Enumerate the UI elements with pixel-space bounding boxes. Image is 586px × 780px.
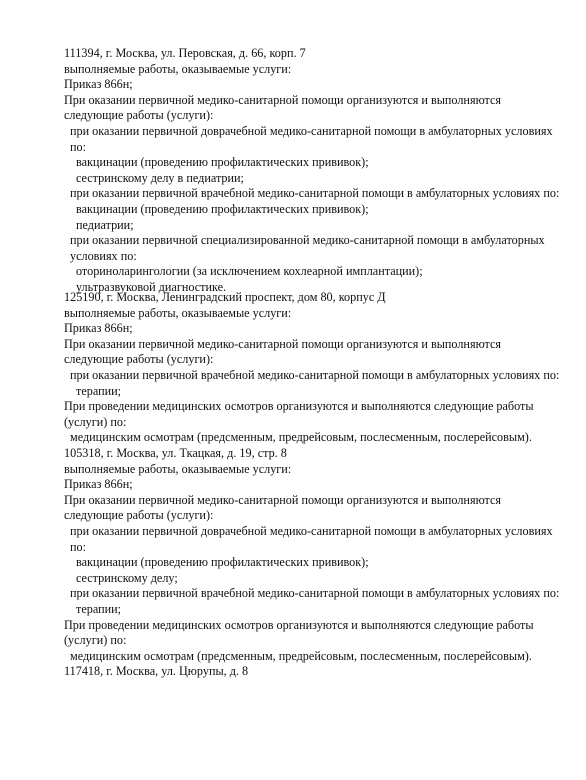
address-section-perovskaya (64, 46, 564, 296)
address-section-leningradsky (64, 290, 564, 446)
primary-care-intro: При оказании первичной медико-санитарной помощи организуются и выполняются следующие работы (услуги): (64, 336, 501, 367)
service-item: медицинским осмотрам (предсменным, предрейсовым, послесменным, послерейсовым). (70, 430, 532, 445)
address-section-tsyurupy (64, 664, 564, 680)
service-item: терапии; (76, 383, 122, 398)
address-line: 117418, г. Москва, ул. Цюрупы, д. 8 (64, 664, 249, 678)
medical-exams-intro: При проведении медицинских осмотров организуются и выполняются следующие работы (услуги) по: (64, 399, 534, 429)
works-label: выполняемые работы, оказываемые услуги: (64, 61, 292, 76)
primary-care-intro: При оказании первичной медико-санитарной помощи организуются и выполняются следующие работы (услуги): (64, 92, 501, 123)
order-reference: Приказ 866н; (64, 321, 133, 336)
prephysician-care-heading: при оказании первичной доврачебной медико-санитарной помощи в амбулаторных условиях по: (70, 523, 553, 554)
address-line: 111394, г. Москва, ул. Перовская, д. 66, корп. 7 (64, 46, 306, 60)
works-label: выполняемые работы, оказываемые услуги: (64, 305, 292, 320)
service-item: сестринскому делу в педиатрии; (76, 170, 244, 185)
service-item: вакцинации (проведению профилактических прививок); (76, 555, 369, 570)
physician-care-heading: при оказании первичной врачебной медико-санитарной помощи в амбулаторных условиях по: (70, 186, 560, 201)
specialized-care-heading: при оказании первичной специализированной медико-санитарной помощи в амбулаторных условиях по: (70, 233, 545, 263)
address-section-tkatskaya (64, 446, 564, 664)
service-item: ультразвуковой диагностике. (76, 279, 227, 294)
service-item: терапии; (76, 601, 122, 616)
order-reference: Приказ 866н; (64, 77, 133, 92)
primary-care-intro: При оказании первичной медико-санитарной помощи организуются и выполняются следующие работы (услуги): (64, 492, 501, 523)
physician-care-heading: при оказании первичной врачебной медико-санитарной помощи в амбулаторных условиях по: (70, 367, 560, 382)
order-reference: Приказ 866н; (64, 477, 133, 492)
service-item: сестринскому делу; (76, 570, 178, 585)
medical-exams-intro: При проведении медицинских осмотров организуются и выполняются следующие работы (услуги) по: (64, 617, 534, 648)
physician-care-heading: при оказании первичной врачебной медико-санитарной помощи в амбулаторных условиях по: (70, 586, 560, 601)
service-item: медицинским осмотрам (предсменным, предрейсовым, послесменным, послерейсовым). (70, 648, 532, 663)
service-item: оториноларингологии (за исключением кохлеарной имплантации); (76, 264, 423, 279)
prephysician-care-heading: при оказании первичной доврачебной медико-санитарной помощи в амбулаторных условиях по: (70, 123, 553, 154)
service-item: вакцинации (проведению профилактических прививок); (76, 201, 369, 216)
address-line: 105318, г. Москва, ул. Ткацкая, д. 19, стр. 8 (64, 446, 287, 460)
works-label: выполняемые работы, оказываемые услуги: (64, 461, 292, 476)
service-item: педиатрии; (76, 217, 134, 232)
address-line: 125190, г. Москва, Ленинградский проспект, дом 80, корпус Д (64, 290, 386, 304)
service-item: вакцинации (проведению профилактических прививок); (76, 155, 369, 170)
